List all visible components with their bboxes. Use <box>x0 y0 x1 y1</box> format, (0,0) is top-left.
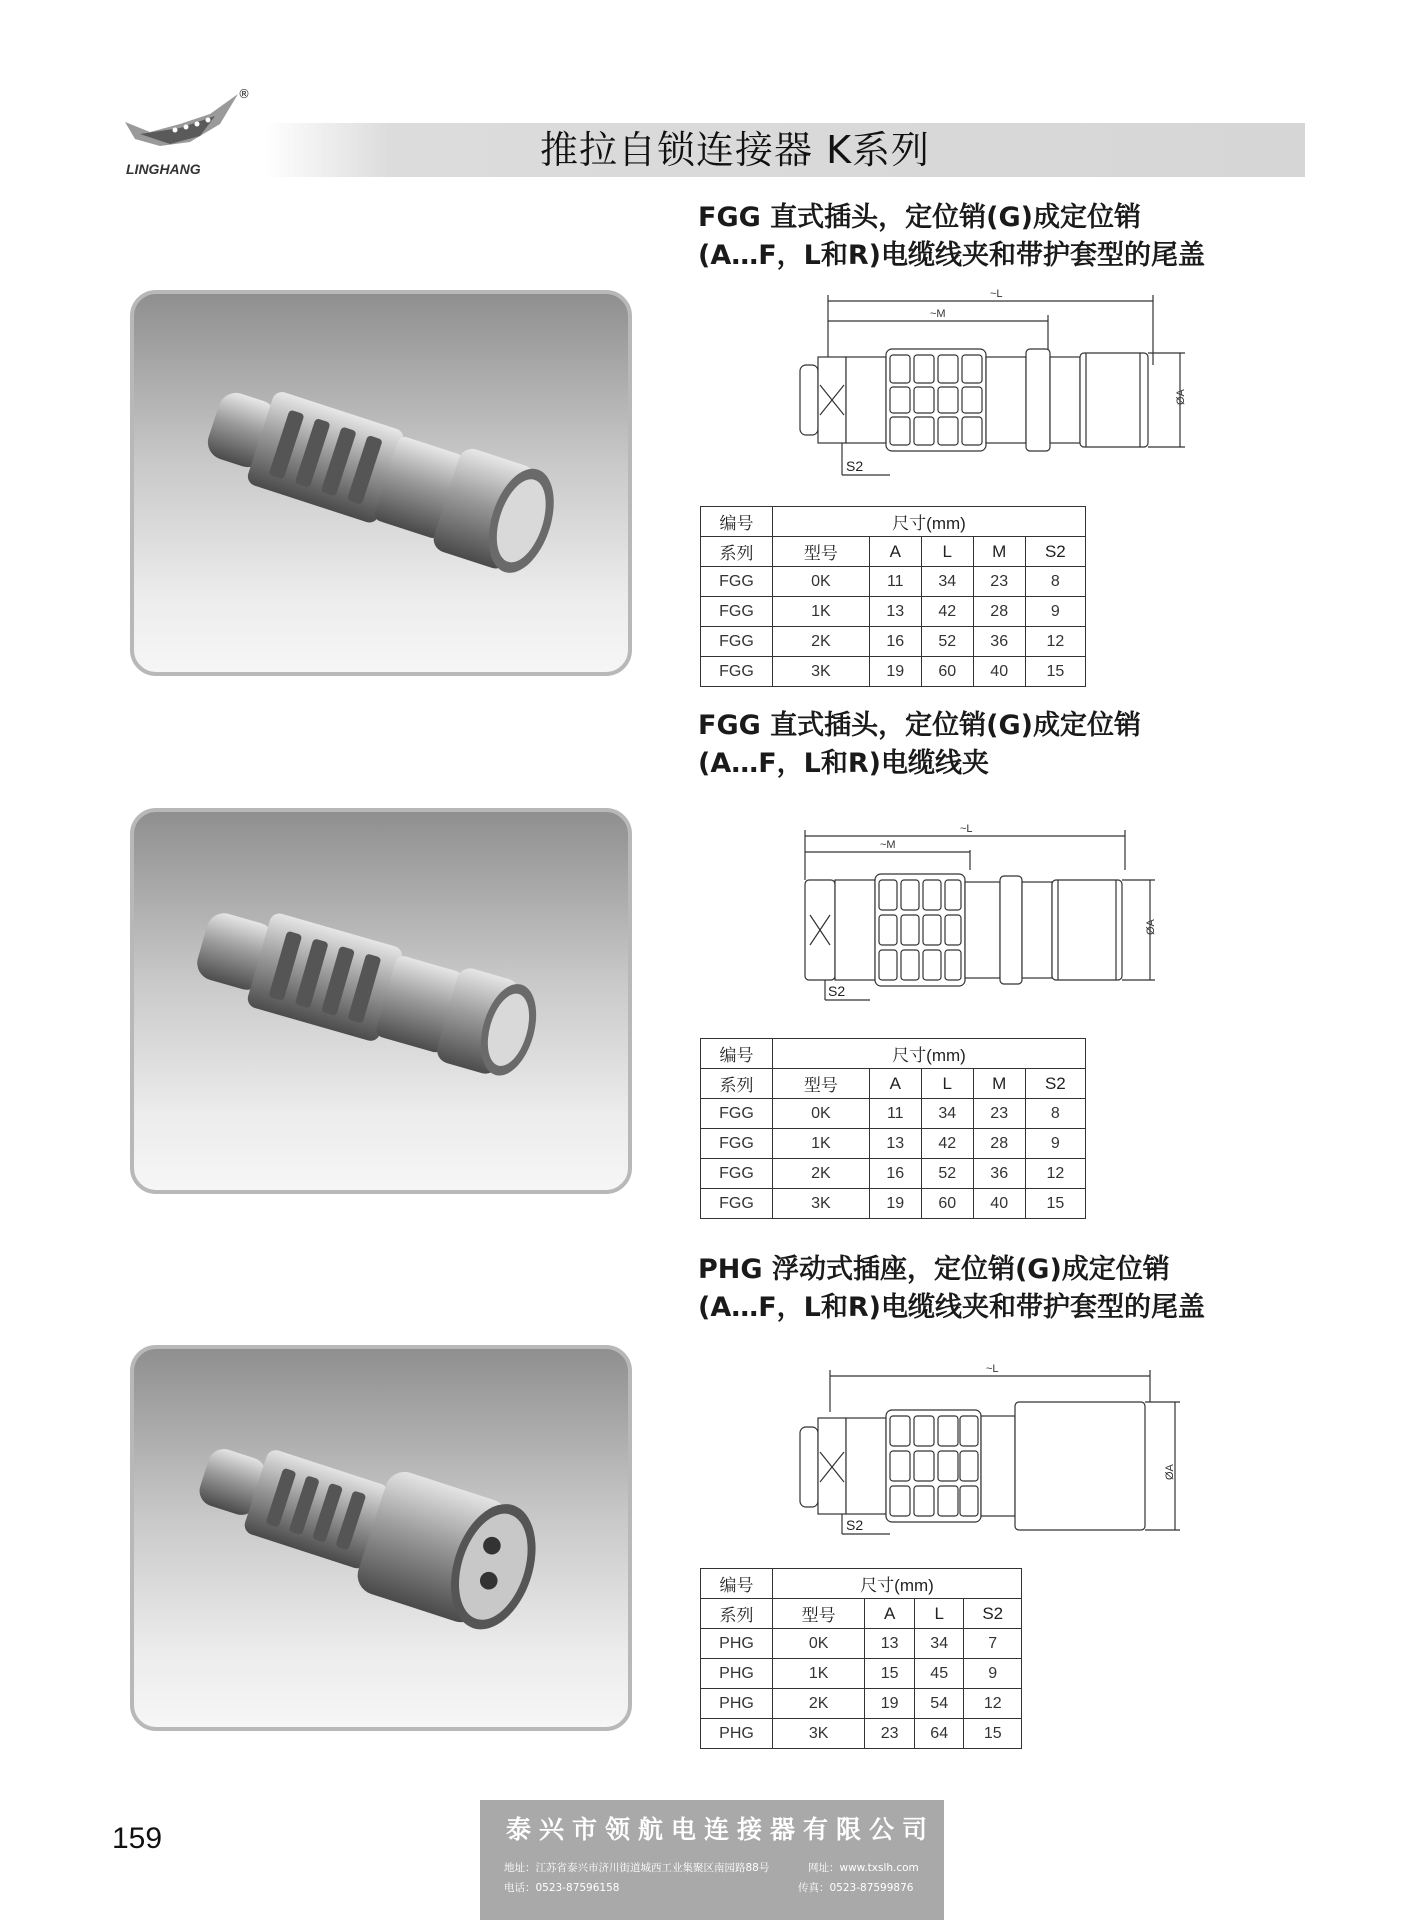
table-cell: 15 <box>1025 1189 1085 1219</box>
table-row <box>701 1629 1022 1659</box>
table-row <box>701 657 1086 687</box>
col-series: 系列 <box>701 537 773 567</box>
table-cell: PHG <box>701 1629 773 1659</box>
table-cell: 3K <box>773 1189 870 1219</box>
table-cell: FGG <box>701 657 773 687</box>
dim-m-label: ~M <box>930 308 946 320</box>
phg-socket-table <box>700 1568 1022 1749</box>
col-s2: S2 <box>1025 1069 1085 1099</box>
table-cell: 60 <box>921 657 973 687</box>
table-cell: 52 <box>921 1159 973 1189</box>
footer-address: 地址：江苏省泰兴市济川街道城西工业集聚区南园路88号 <box>504 1862 770 1874</box>
table-cell: 9 <box>1025 1129 1085 1159</box>
table-cell: 1K <box>773 1659 865 1689</box>
fgg-clamp-photo <box>130 808 632 1194</box>
table-cell: 12 <box>1025 627 1085 657</box>
section-3-title-line1: PHG 浮动式插座，定位销(G)成定位销 <box>698 1254 1170 1285</box>
table-cell: 42 <box>921 597 973 627</box>
section-2-title-line2: (A…F，L和R)电缆线夹 <box>698 748 990 779</box>
dim-a-label: ØA <box>1175 389 1187 405</box>
table-cell: 36 <box>973 627 1025 657</box>
table-cell: 2K <box>773 1689 865 1719</box>
table-head-size: 尺寸(mm) <box>773 507 1086 537</box>
col-model: 型号 <box>773 537 870 567</box>
table-cell: 13 <box>869 1129 921 1159</box>
col-model: 型号 <box>773 1599 865 1629</box>
phg-socket-drawing <box>790 1362 1200 1537</box>
table-row <box>701 1719 1022 1749</box>
col-s2: S2 <box>1025 537 1085 567</box>
dim-s2-label: S2 <box>846 458 864 474</box>
table-cell: 54 <box>914 1689 964 1719</box>
table-cell: 45 <box>914 1659 964 1689</box>
table-cell: 8 <box>1025 567 1085 597</box>
table-row <box>701 1099 1086 1129</box>
fgg-sheathed-photo <box>130 290 632 676</box>
table-cell: FGG <box>701 627 773 657</box>
table-cell: 13 <box>869 597 921 627</box>
col-a: A <box>869 1069 921 1099</box>
dim-m-label: ~M <box>880 839 896 851</box>
table-cell: 2K <box>773 1159 870 1189</box>
col-a: A <box>865 1599 915 1629</box>
fgg-clamp-table <box>700 1038 1086 1219</box>
table-cell: FGG <box>701 1099 773 1129</box>
section-1-title-line2: (A…F，L和R)电缆线夹和带护套型的尾盖 <box>698 240 1206 271</box>
table-cell: 34 <box>921 1099 973 1129</box>
table-row <box>701 1159 1086 1189</box>
col-l: L <box>921 1069 973 1099</box>
table-cell: 40 <box>973 657 1025 687</box>
table-cell: 34 <box>921 567 973 597</box>
table-cell: 12 <box>964 1689 1022 1719</box>
dim-l-label: ~L <box>986 1363 999 1375</box>
table-cell: 34 <box>914 1629 964 1659</box>
section-1-title-line1: FGG 直式插头，定位销(G)成定位销 <box>698 202 1142 233</box>
table-cell: 9 <box>1025 597 1085 627</box>
table-cell: 40 <box>973 1189 1025 1219</box>
fgg-sheathed-table <box>700 506 1086 687</box>
table-cell: 15 <box>964 1719 1022 1749</box>
table-row <box>701 627 1086 657</box>
table-cell: 15 <box>1025 657 1085 687</box>
col-l: L <box>914 1599 964 1629</box>
table-cell: 15 <box>865 1659 915 1689</box>
table-cell: 19 <box>865 1689 915 1719</box>
table-head-size: 尺寸(mm) <box>773 1569 1022 1599</box>
footer-fax: 传真：0523-87599876 <box>798 1882 914 1894</box>
dim-a-label: ØA <box>1164 1464 1176 1480</box>
col-s2: S2 <box>964 1599 1022 1629</box>
fgg-sheathed-drawing <box>790 285 1200 485</box>
company-name: 泰兴市领航电连接器有限公司 <box>506 1815 936 1844</box>
section-3-title-line2: (A…F，L和R)电缆线夹和带护套型的尾盖 <box>698 1292 1206 1323</box>
table-cell: 42 <box>921 1129 973 1159</box>
table-cell: 16 <box>869 627 921 657</box>
section-2-title-line1: FGG 直式插头，定位销(G)成定位销 <box>698 710 1142 741</box>
table-head-code: 编号 <box>701 1039 773 1069</box>
table-cell: 28 <box>973 597 1025 627</box>
table-cell: FGG <box>701 1189 773 1219</box>
table-cell: PHG <box>701 1659 773 1689</box>
table-cell: 23 <box>865 1719 915 1749</box>
table-cell: 36 <box>973 1159 1025 1189</box>
table-head-code: 编号 <box>701 1569 773 1599</box>
col-model: 型号 <box>773 1069 870 1099</box>
linghang-logo <box>120 84 270 184</box>
table-cell: 11 <box>869 567 921 597</box>
table-cell: FGG <box>701 1159 773 1189</box>
registered-mark: ® <box>238 87 250 101</box>
table-row <box>701 1689 1022 1719</box>
page-title: 推拉自锁连接器 K系列 <box>540 128 930 172</box>
table-cell: 11 <box>869 1099 921 1129</box>
col-series: 系列 <box>701 1599 773 1629</box>
table-cell: 1K <box>773 597 870 627</box>
col-l: L <box>921 537 973 567</box>
col-series: 系列 <box>701 1069 773 1099</box>
table-cell: PHG <box>701 1689 773 1719</box>
table-cell: 2K <box>773 627 870 657</box>
footer-phone: 电话：0523-87596158 <box>504 1882 620 1894</box>
table-row <box>701 597 1086 627</box>
table-cell: 19 <box>869 1189 921 1219</box>
phg-socket-photo <box>130 1345 632 1731</box>
table-cell: 3K <box>773 1719 865 1749</box>
footer-contact-block <box>480 1800 944 1920</box>
table-cell: FGG <box>701 567 773 597</box>
table-cell: 0K <box>773 1099 870 1129</box>
brand-name: LINGHANG <box>126 161 201 177</box>
table-cell: 7 <box>964 1629 1022 1659</box>
table-cell: 64 <box>914 1719 964 1749</box>
table-cell: 16 <box>869 1159 921 1189</box>
table-cell: 1K <box>773 1129 870 1159</box>
table-cell: 8 <box>1025 1099 1085 1129</box>
col-m: M <box>973 537 1025 567</box>
table-cell: 23 <box>973 567 1025 597</box>
table-cell: 0K <box>773 567 870 597</box>
dim-l-label: ~L <box>960 823 973 835</box>
dim-l-label: ~L <box>990 288 1003 300</box>
table-cell: 52 <box>921 627 973 657</box>
table-cell: 12 <box>1025 1159 1085 1189</box>
table-row <box>701 1129 1086 1159</box>
table-cell: 28 <box>973 1129 1025 1159</box>
table-head-size: 尺寸(mm) <box>773 1039 1086 1069</box>
table-row <box>701 567 1086 597</box>
table-cell: 0K <box>773 1629 865 1659</box>
table-cell: 3K <box>773 657 870 687</box>
dim-a-label: ØA <box>1145 919 1157 935</box>
page-number: 159 <box>112 1822 163 1855</box>
dim-s2-label: S2 <box>846 1517 864 1533</box>
table-cell: 9 <box>964 1659 1022 1689</box>
table-cell: 19 <box>869 657 921 687</box>
col-a: A <box>869 537 921 567</box>
dim-s2-label: S2 <box>828 983 846 999</box>
col-m: M <box>973 1069 1025 1099</box>
table-cell: FGG <box>701 597 773 627</box>
footer-website: 网址：www.txslh.com <box>808 1862 919 1874</box>
fgg-clamp-drawing <box>790 820 1200 1010</box>
table-cell: PHG <box>701 1719 773 1749</box>
table-cell: FGG <box>701 1129 773 1159</box>
table-row <box>701 1189 1086 1219</box>
table-cell: 23 <box>973 1099 1025 1129</box>
table-cell: 13 <box>865 1629 915 1659</box>
table-row <box>701 1659 1022 1689</box>
table-cell: 60 <box>921 1189 973 1219</box>
table-head-code: 编号 <box>701 507 773 537</box>
